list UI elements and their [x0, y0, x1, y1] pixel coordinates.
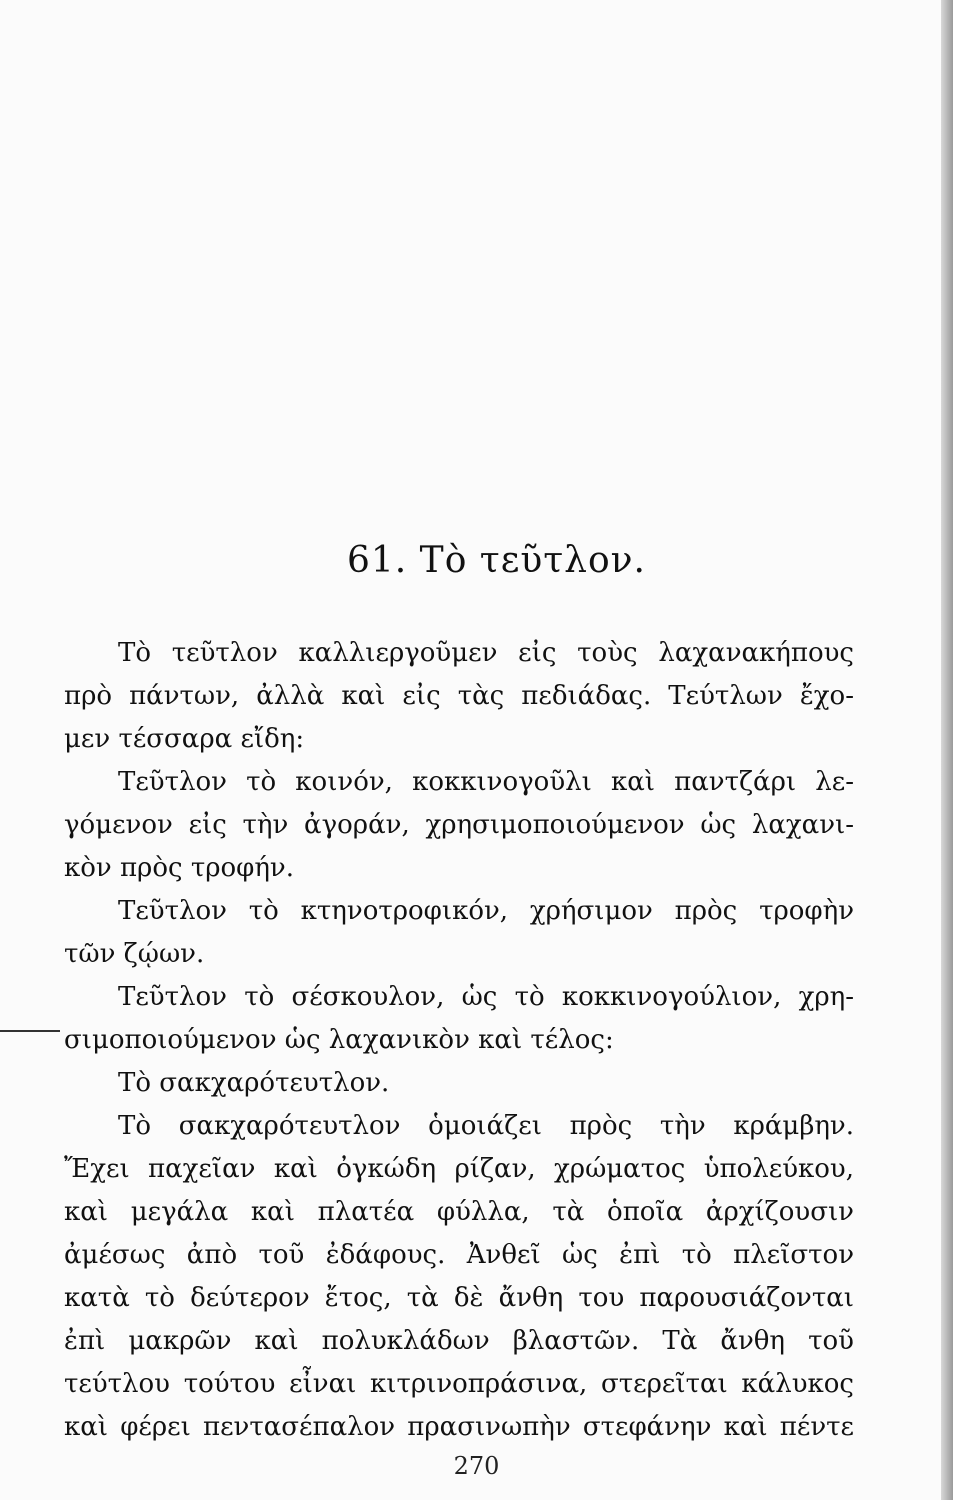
text-line: κατὰ τὸ δεύτερον ἔτος, τὰ δὲ ἄνθη του παρουσιάζονται [64, 1283, 854, 1313]
page-number: 270 [453, 1452, 500, 1480]
text-line: Τεῦτλον τὸ κοινόν, κοκκινογοῦλι καὶ παντζάρι λε- [118, 767, 854, 797]
text-line: πρὸ πάντων, ἀλλὰ καὶ εἰς τὰς πεδιάδας. Τεύτλων ἔχο- [64, 681, 854, 711]
text-line: καὶ φέρει πεντασέπαλον πρασινωπὴν στεφάνην καὶ πέντε [64, 1412, 854, 1442]
text-line: Τὸ σακχαρότευτλον. [118, 1068, 390, 1098]
text-line: Τὸ σακχαρότευτλον ὁμοιάζει πρὸς τὴν κράμβην. [118, 1111, 854, 1141]
text-line: ἐπὶ μακρῶν καὶ πολυκλάδων βλαστῶν. Τὰ ἄνθη τοῦ [64, 1326, 854, 1356]
chapter-title: 61. Τὸ τεῦτλον. [346, 540, 646, 581]
text-line: κὸν πρὸς τροφήν. [64, 853, 295, 883]
text-line: σιμοποιούμενον ὡς λαχανικὸν καὶ τέλος: [64, 1025, 614, 1055]
text-line: Τὸ τεῦτλον καλλιεργοῦμεν εἰς τοὺς λαχανακήπους [118, 638, 854, 668]
text-line: τεύτλου τούτου εἶναι κιτρινοπράσινα, στερεῖται κάλυκος [64, 1369, 854, 1399]
text-line: Τεῦτλον τὸ σέσκουλον, ὡς τὸ κοκκινογούλιον, χρη- [118, 982, 854, 1012]
page-edge-shadow [941, 0, 953, 1500]
text-line: τῶν ζῴων. [64, 939, 205, 969]
text-line: Ἔχει παχεῖαν καὶ ὀγκώδη ρίζαν, χρώματος ὑπολεύκου, [64, 1154, 854, 1184]
body-text [64, 632, 854, 1449]
text-line: ἀμέσως ἀπὸ τοῦ ἐδάφους. Ἀνθεῖ ὡς ἐπὶ τὸ πλεῖστον [64, 1240, 854, 1270]
text-line: μεν τέσσαρα εἴδη: [64, 724, 305, 754]
text-line: γόμενον εἰς τὴν ἀγοράν, χρησιμοποιούμενον ὡς λαχανι- [64, 810, 854, 840]
text-line: καὶ μεγάλα καὶ πλατέα φύλλα, τὰ ὁποῖα ἀρχίζουσιν [64, 1197, 854, 1227]
page-edge-mark [0, 1030, 60, 1032]
text-line: Τεῦτλον τὸ κτηνοτροφικόν, χρήσιμον πρὸς τροφὴν [118, 896, 854, 926]
